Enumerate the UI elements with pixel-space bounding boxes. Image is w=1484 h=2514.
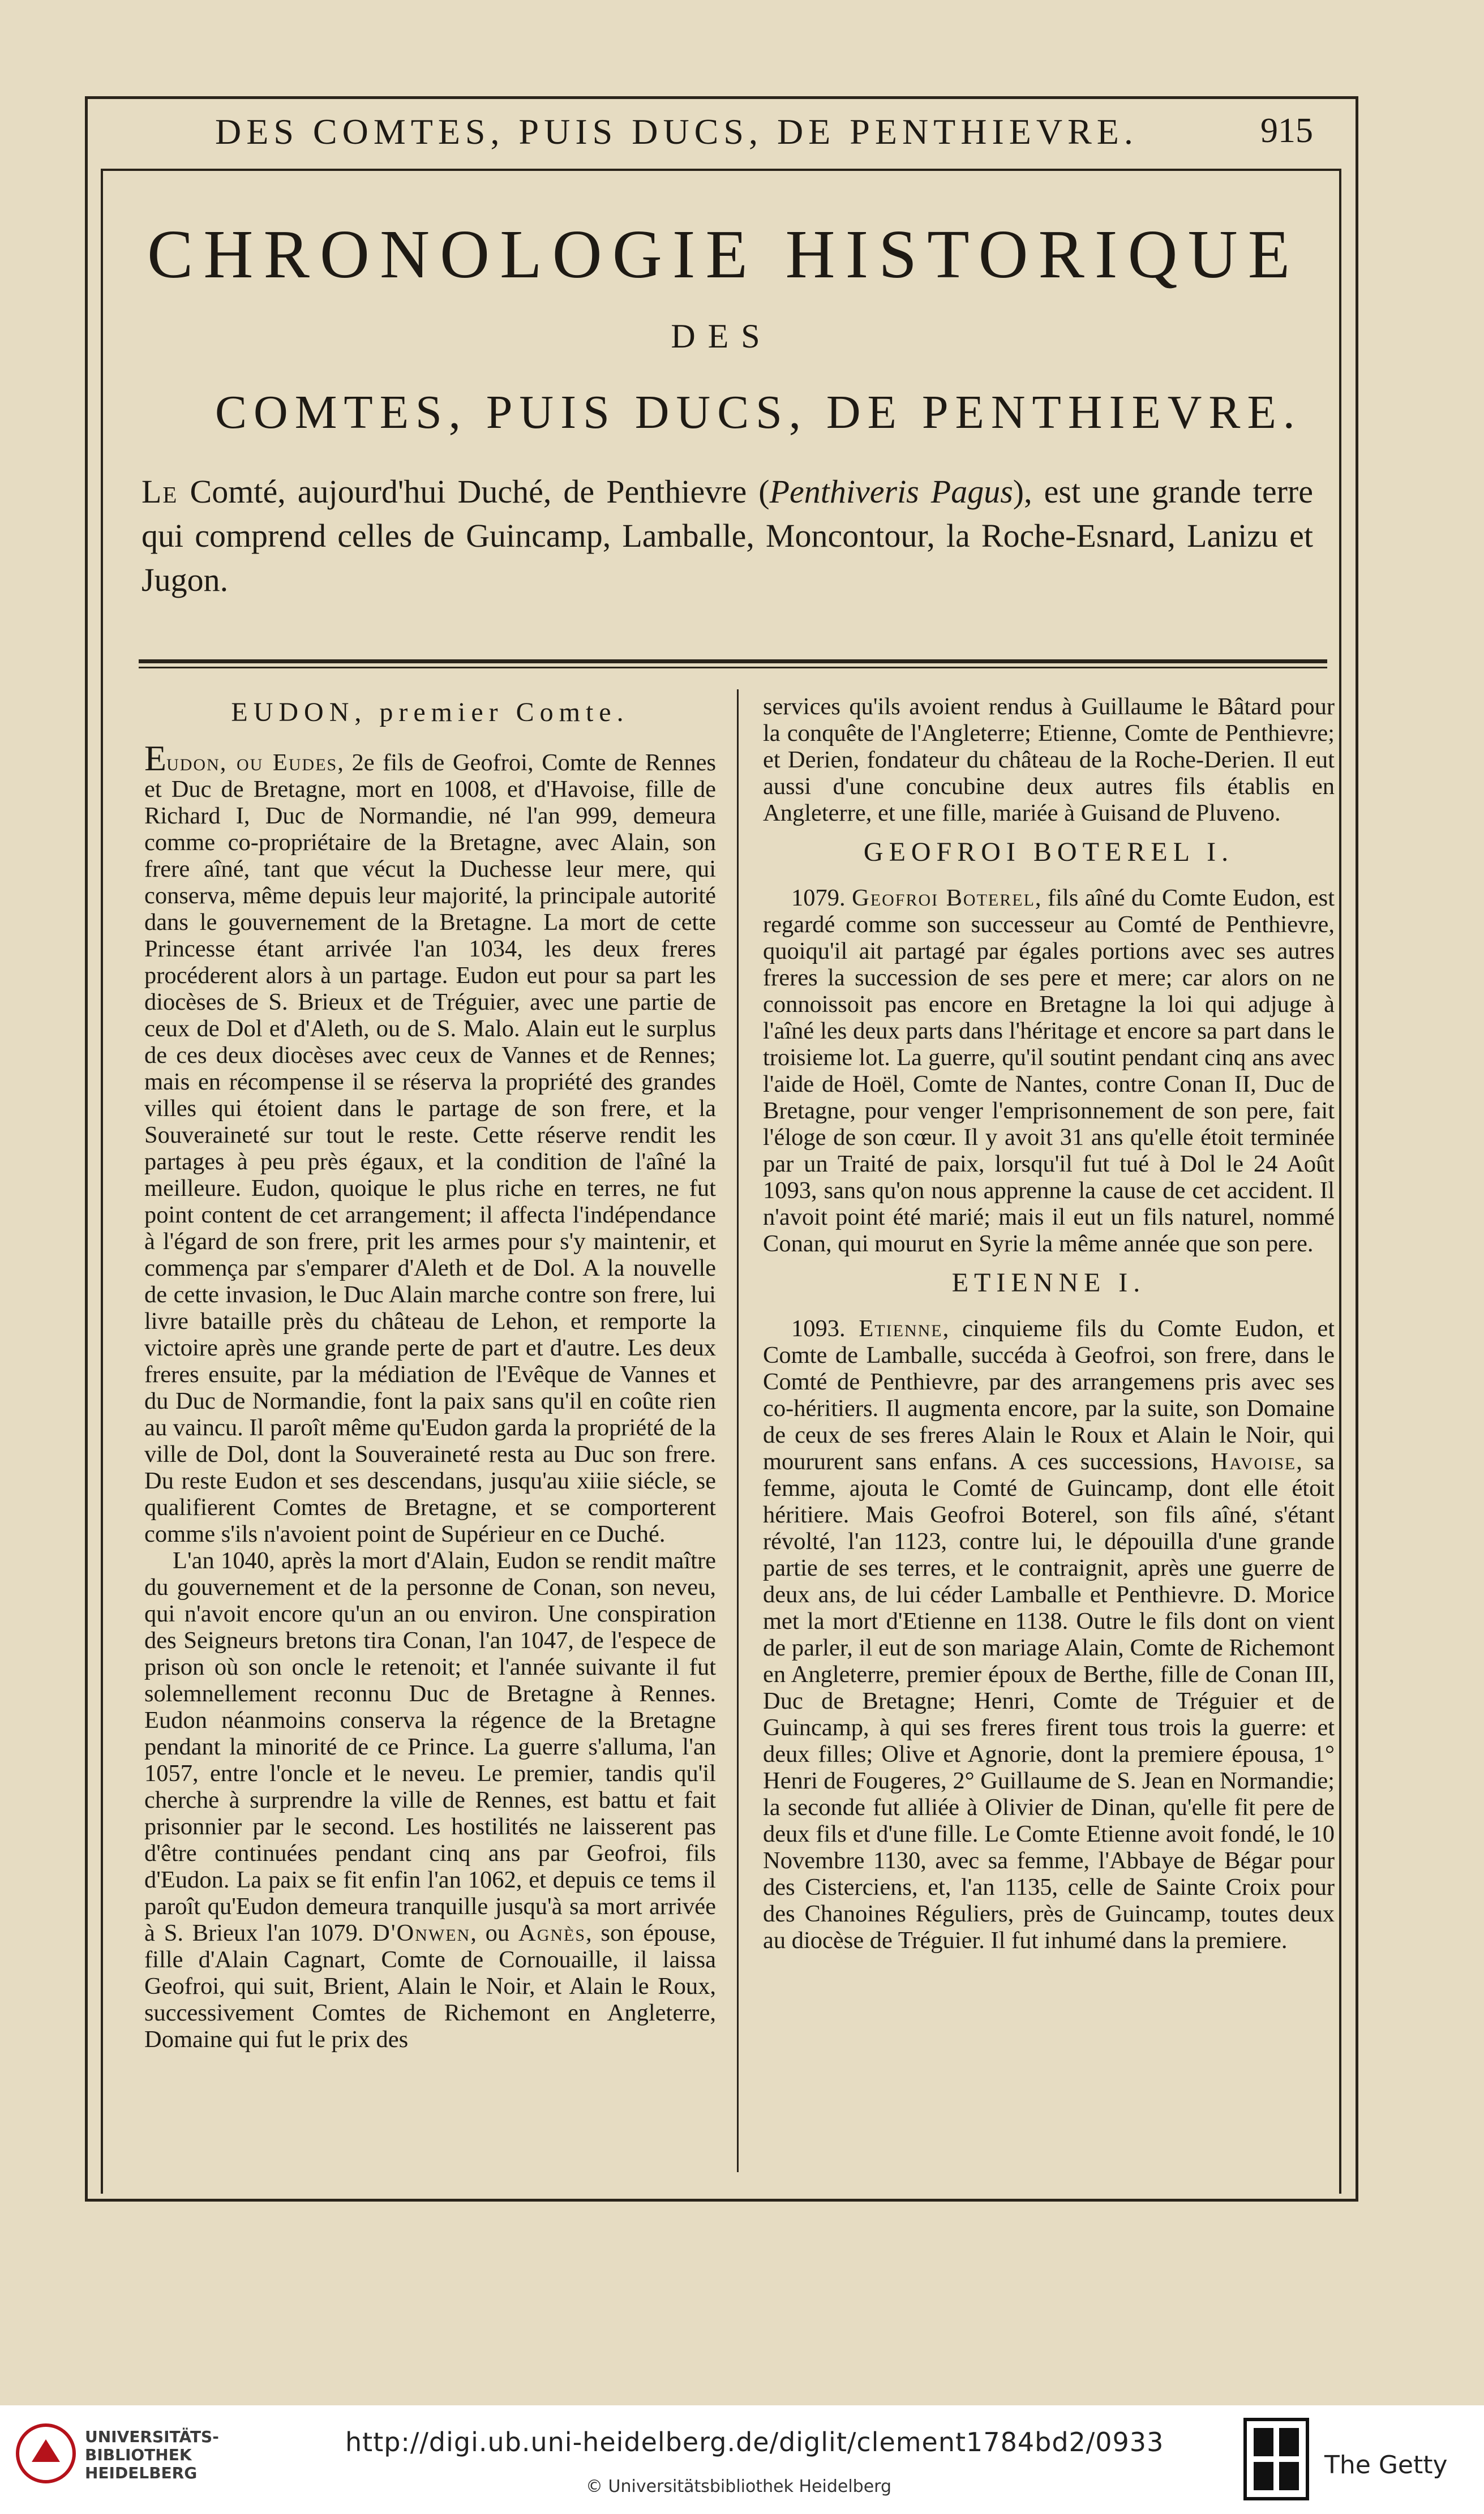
paragraph-continuation: services qu'ils avoient rendus à Guillaume le Bâtard pour la conquête de l'Angleterre; Etienne, Comte de Penthievre; et Derien, fondateur du château de la Roche-Derien. Il eut aussi d'une concubine deux autres fils établis en Angleterre, et une fille, mariée à Guisand de Pluveno. — [763, 693, 1335, 826]
university-library-logo — [15, 2422, 77, 2485]
name-smallcaps: D'Onwen — [372, 1920, 471, 1946]
left-column — [144, 693, 716, 2053]
name-smallcaps: Agnès — [518, 1920, 586, 1946]
paragraph-text: , cinquieme fils du Comte Eudon, et Comte de Lamballe, succéda à Geofroi, son frere, dans le Comté de Penthievre, par des arrangemens pris avec ses co-héritiers. Il augmenta encore, par la suite, son Domaine de ceux de ses freres Alain le Roux et Alain le Noir, qui moururent sans enfans. A ces successions, — [763, 1315, 1335, 1475]
paragraph-text: , fils aîné du Comte Eudon, est regardé comme son successeur au Comté de Penthievre, quoiqu'il ait partagé par égales portions avec ses autres freres la succession de ses pere et mere; car alors on ne connoissoit pas encore en Bretagne la loi qui adjuge à l'aîné les deux parts dans l'héritage et encore sa part dans le troisieme lot. La guerre, qu'il soutint pendant cinq ans avec l'aide de Hoël, Comte de Nantes, contre Conan II, Duc de Bretagne, pour venger l'emprisonnement de son pere, fait l'éloge de son cœur. Il y avoit 31 ans qu'elle étoit terminée par un Traité de paix, lorsqu'il fut tué à Dol le 24 Août 1093, sans qu'on nous apprenne la cause de cet accident. Il n'avoit point été marié; mais il eut un fils naturel, nommé Conan, qui mourut en Syrie la même année que son pere. — [763, 885, 1335, 1257]
running-head-title: DES COMTES, PUIS DUCS, DE PENTHIEVRE. — [215, 111, 1138, 152]
title-line-2: DES — [671, 318, 773, 355]
intro-latin: Penthiveris Pagus — [769, 473, 1013, 510]
paragraph-text: , son épouse, fille d'Alain Cagnart, Comte de Cornouaille, il laissa Geofroi, qui suit, Brient, Alain le Noir, et Alain le Roux, successivement Comtes de Richemont en Angleterre, Domaine qui fut le prix des — [144, 1920, 717, 2053]
paragraph-text: , ou — [470, 1920, 510, 1946]
paragraph-eudon-1 — [144, 738, 716, 1547]
entry-date: 1079. — [791, 885, 846, 911]
copyright-notice: © Universitätsbibliothek Heidelberg — [586, 2477, 892, 2496]
section-heading-geofroi: GEOFROI BOTEREL I. — [863, 837, 1234, 867]
right-column — [763, 693, 1335, 1954]
paragraph-text: , sa femme, ajouta le Comté de Guincamp, dont elle étoit héritiere. Mais Geofroi Boterel, son fils aîné, s'étant révolté, l'an 1123, contre lui, le dépouilla d'une grande partie de ses terres, et le contraignit, après une guerre de deux ans, de lui céder Lamballe et Penthievre. D. Morice met la mort d'Etienne en 1138. Outre le fils dont on vient de parler, il eut de son mariage Alain, Comte de Richemont en Angleterre, premier époux de Berthe, fille de Conan III, Duc de Bretagne; Henri, Comte de Tréguier et de Guincamp, à qui ses freres firent tous trois la guerre: et deux filles; Olive et Agnorie, dont la premiere épousa, 1° Henri de Fougeres, 2° Guillaume de S. Jean en Normandie; la seconde fut alliée à Olivier de Dinan, qu'elle fit pere de deux fils et d'une fille. Le Comte Etienne avoit fondé, le 10 Novembre 1130, avec sa femme, l'Abbaye de Bégar pour des Cisterciens, et, l'an 1135, celle de Sainte Croix pour des Chanoines Réguliers, près de Guincamp, toutes deux au diocèse de Tréguier. Il fut inhumé dans la premiere. — [763, 1448, 1335, 1954]
university-library-name: UNIVERSITÄTS- BIBLIOTHEK HEIDELBERG — [85, 2427, 219, 2482]
page-number: 915 — [1260, 111, 1313, 150]
permalink-url[interactable]: http://digi.ub.uni-heidelberg.de/diglit/clement1784bd2/0933 — [345, 2427, 1164, 2457]
column-divider — [737, 689, 739, 2172]
entry-date: 1093. — [791, 1315, 846, 1342]
viewer-footer — [0, 2405, 1484, 2514]
intro-text-1: Comté, aujourd'hui Duché, de Penthievre ( — [190, 473, 770, 510]
name-smallcaps: udon, ou Eudes — [166, 749, 338, 776]
title-line-3: COMTES, PUIS DUCS, DE PENTHIEVRE. — [215, 386, 1302, 439]
intro-paragraph — [141, 470, 1313, 602]
section-rule-thin — [139, 667, 1327, 668]
name-smallcaps: Geofroi Boterel — [852, 885, 1035, 911]
section-heading-etienne: ETIENNE I. — [951, 1268, 1146, 1298]
paragraph-text: , 2e fils de Geofroi, Comte de Rennes et Duc de Bretagne, mort en 1008, et d'Havoise, fille de Richard I, Duc de Normandie, né l'an 999, demeura comme co-propriétaire de la Bretagne, avec Alain, son frere aîné, tant que vécut la Duchesse leur mere, qui conserva, même depuis leur majorité, la principale autorité dans le gouvernement de la Bretagne. La mort de cette Princesse étant arrivée l'an 1034, les deux freres procéderent alors à un partage. Eudon eut pour sa part les diocèses de S. Brieux et de Tréguier, avec une partie de ceux de Dol et d'Aleth, ou de S. Malo. Alain eut le surplus de ces deux diocèses avec ceux de Vannes et de Rennes; mais en récompense il se réserva la propriété des grandes villes qui étoient dans le partage de son frere, et la Souveraineté sur tout le reste. Cette réserve rendit les partages à peu près égaux, et la condition de l'aîné la meilleure. Eudon, quoique le plus riche en terres, ne fut point content de cet arrangement; il affecta l'indépendance à l'égard de son frere, prit les armes pour s'y maintenir, et commença par s'emparer d'Aleth et de Dol. A la nouvelle de cette invasion, le Duc Alain marche contre son frere, lui livre bataille près du château de Lehon, et remporte la victoire après une grande perte de part et d'autre. Les deux freres ensuite, par la médiation de l'Evêque de Vannes et du Duc de Normandie, font la paix sans qu'il en coûte rien au vaincu. Il paroît même qu'Eudon garda la propriété de la ville de Dol, dont la Souveraineté resta au Duc son frere. Du reste Eudon et ses descendans, jusqu'au xiiie siécle, se qualifierent Comtes de Bretagne, et se comporterent comme s'ils n'avoient point de Supérieur en ce Duché. — [144, 749, 716, 1547]
getty-label: The Getty — [1324, 2451, 1448, 2479]
name-smallcaps: Etienne — [859, 1315, 943, 1342]
paragraph-geofroi — [763, 885, 1335, 1257]
intro-text-2: ), est une grande terre qui comprend celles de Guincamp, Lamballe, Moncontour, la Roche-Esnard, Lanizu et Jugon. — [141, 473, 1313, 598]
getty-logo — [1242, 2417, 1310, 2502]
paragraph-etienne — [763, 1315, 1335, 1954]
section-heading-eudon: EUDON, premier Comte. — [231, 697, 629, 727]
paragraph-text: L'an 1040, après la mort d'Alain, Eudon se rendit maître du gouvernement et de la personne de Conan, son neveu, qui n'avoit encore qu'un an ou environ. Une conspiration des Seigneurs bretons tira Conan, l'an 1047, de l'espece de prison où son oncle le retenoit; et l'année suivante il fut solemnellement reconnu Duc de Bretagne à Rennes. Eudon néanmoins conserva la régence de la Bretagne pendant la minorité de ce Prince. La guerre s'alluma, l'an 1057, entre l'oncle et le neveu. Le premier, tandis qu'il cherche à surprendre la ville de Rennes, est battu et fait prisonnier par le second. Les hostilités ne laisserent pas d'être continuées pendant cinq ans par Geofroi, fils d'Eudon. La paix se fit enfin l'an 1062, et depuis ce tems il paroît qu'Eudon demeura tranquille jusqu'à sa mort arrivée à S. Brieux l'an 1079. — [144, 1547, 716, 1946]
title-line-1: CHRONOLOGIE HISTORIQUE — [147, 216, 1301, 293]
intro-lead: Le — [141, 473, 178, 510]
drop-cap: E — [144, 738, 167, 778]
section-rule — [139, 659, 1327, 663]
name-smallcaps: Havoise — [1211, 1448, 1297, 1475]
paragraph-eudon-2 — [144, 1547, 716, 2053]
running-head — [113, 100, 1330, 162]
